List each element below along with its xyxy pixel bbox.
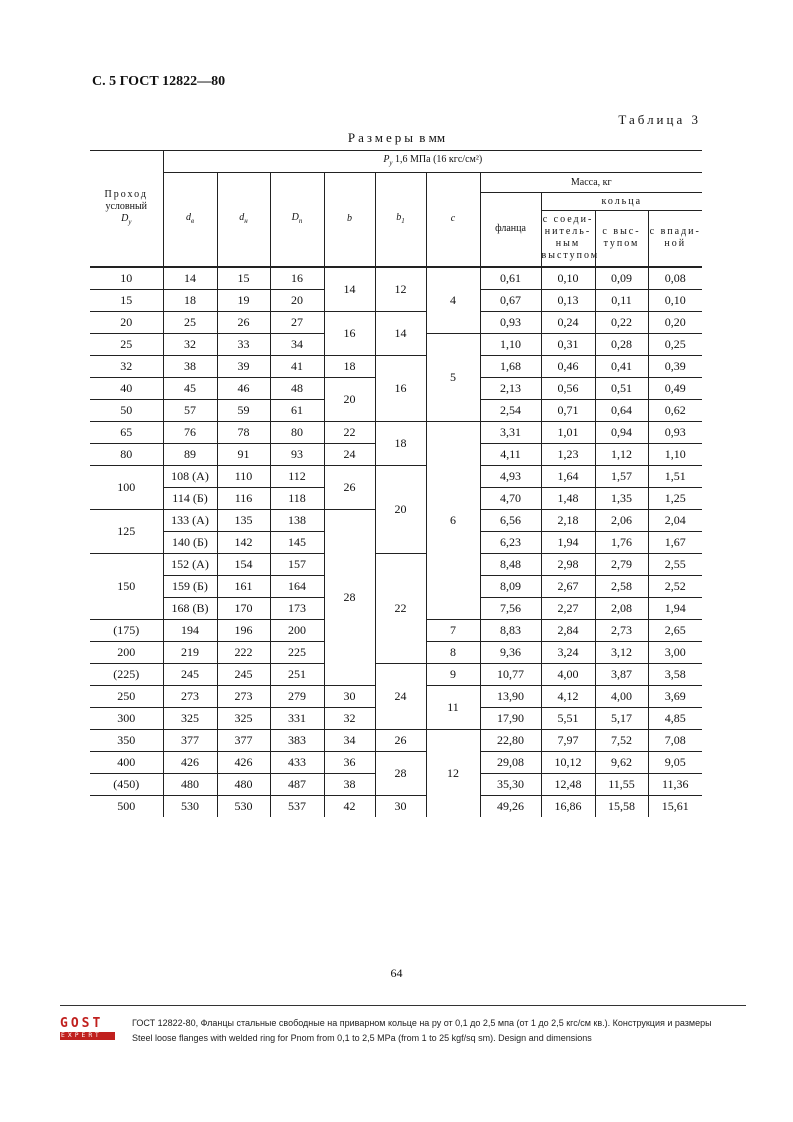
cell-b1: 12 — [375, 267, 426, 312]
cell-b: 32 — [324, 707, 375, 729]
cell-mass-ring-2: 2,06 — [595, 509, 648, 531]
cell-dn: 135 — [217, 509, 270, 531]
cell-dv: 194 — [163, 619, 217, 641]
cell-Dp: 279 — [270, 685, 324, 707]
cell-mass-ring-3: 1,94 — [648, 597, 702, 619]
page-header: С. 5 ГОСТ 12822—80 — [92, 74, 226, 89]
cell-Dp: 16 — [270, 267, 324, 290]
cell-mass-flange: 10,77 — [480, 663, 541, 685]
cell-dn: 91 — [217, 443, 270, 465]
cell-mass-ring-2: 9,62 — [595, 751, 648, 773]
cell-mass-ring-2: 2,08 — [595, 597, 648, 619]
cell-dy: 250 — [90, 685, 163, 707]
cell-c: 11 — [426, 685, 480, 729]
cell-b1: 18 — [375, 421, 426, 465]
cell-Dp: 138 — [270, 509, 324, 531]
cell-b: 38 — [324, 773, 375, 795]
cell-mass-flange: 17,90 — [480, 707, 541, 729]
cell-mass-flange: 4,11 — [480, 443, 541, 465]
cell-b1: 16 — [375, 355, 426, 421]
cell-Dp: 93 — [270, 443, 324, 465]
dims-caption-unit: в мм — [419, 130, 446, 145]
cell-mass-ring-1: 10,12 — [541, 751, 595, 773]
cell-b: 22 — [324, 421, 375, 443]
cell-mass-flange: 4,70 — [480, 487, 541, 509]
table-row — [90, 465, 702, 487]
cell-Dp: 157 — [270, 553, 324, 575]
header-dn: $d_н$ — [217, 173, 270, 267]
cell-mass-ring-3: 4,85 — [648, 707, 702, 729]
header-mass: Масса, кг — [480, 173, 702, 193]
cell-dv: 426 — [163, 751, 217, 773]
cell-dy: 150 — [90, 553, 163, 619]
cell-mass-flange: 4,93 — [480, 465, 541, 487]
table-row — [90, 421, 702, 443]
cell-dn: 15 — [217, 267, 270, 290]
table-label: Таблица 3 — [618, 112, 701, 127]
cell-dy: 200 — [90, 641, 163, 663]
cell-mass-ring-2: 0,22 — [595, 311, 648, 333]
cell-c: 9 — [426, 663, 480, 685]
cell-mass-ring-1: 1,23 — [541, 443, 595, 465]
cell-mass-ring-2: 1,35 — [595, 487, 648, 509]
cell-dn: 154 — [217, 553, 270, 575]
cell-mass-flange: 0,61 — [480, 267, 541, 290]
cell-mass-ring-1: 2,27 — [541, 597, 595, 619]
header-b1: $b_1$ — [375, 173, 426, 267]
cell-b1: 22 — [375, 553, 426, 663]
cell-b1: 26 — [375, 729, 426, 751]
cell-mass-ring-2: 1,76 — [595, 531, 648, 553]
cell-dn: 33 — [217, 333, 270, 355]
cell-dv: 18 — [163, 289, 217, 311]
header-Dp: $D_п$ — [270, 173, 324, 267]
cell-mass-ring-3: 1,51 — [648, 465, 702, 487]
cell-Dp: 433 — [270, 751, 324, 773]
table-row — [90, 267, 702, 290]
cell-mass-ring-2: 0,28 — [595, 333, 648, 355]
cell-mass-ring-1: 0,46 — [541, 355, 595, 377]
cell-dv: 45 — [163, 377, 217, 399]
cell-mass-ring-3: 1,10 — [648, 443, 702, 465]
cell-dn: 325 — [217, 707, 270, 729]
header-pressure: $P_y$ 1,6 МПа (16 кгс/см²) — [163, 151, 702, 173]
cell-mass-ring-2: 3,12 — [595, 641, 648, 663]
cell-Dp: 41 — [270, 355, 324, 377]
cell-b: 14 — [324, 267, 375, 312]
cell-dn: 116 — [217, 487, 270, 509]
cell-dn: 426 — [217, 751, 270, 773]
cell-mass-ring-1: 0,71 — [541, 399, 595, 421]
cell-dy: 20 — [90, 311, 163, 333]
cell-dn: 273 — [217, 685, 270, 707]
cell-mass-ring-2: 7,52 — [595, 729, 648, 751]
cell-mass-ring-2: 0,51 — [595, 377, 648, 399]
cell-Dp: 80 — [270, 421, 324, 443]
cell-mass-ring-3: 3,58 — [648, 663, 702, 685]
cell-mass-flange: 2,54 — [480, 399, 541, 421]
cell-b: 16 — [324, 311, 375, 355]
cell-dy: (175) — [90, 619, 163, 641]
cell-dv: 159 (Б) — [163, 575, 217, 597]
cell-mass-ring-3: 2,65 — [648, 619, 702, 641]
header-dv: $d_в$ — [163, 173, 217, 267]
cell-dy: (225) — [90, 663, 163, 685]
footer-line-ru: ГОСТ 12822-80, Фланцы стальные свободные на приварном кольце на ру от 0,1 до 2,5 мпа (от 1 до 2,5 кгс/см кв.). Конструкция и размеры — [132, 1018, 712, 1028]
cell-b: 34 — [324, 729, 375, 751]
cell-mass-ring-2: 0,41 — [595, 355, 648, 377]
cell-dv: 108 (А) — [163, 465, 217, 487]
cell-Dp: 118 — [270, 487, 324, 509]
cell-mass-ring-1: 5,51 — [541, 707, 595, 729]
header-flange: фланца — [480, 193, 541, 267]
cell-mass-flange: 9,36 — [480, 641, 541, 663]
logo-bottom-text: EXPERT — [60, 1032, 115, 1040]
cell-Dp: 200 — [270, 619, 324, 641]
cell-mass-flange: 29,08 — [480, 751, 541, 773]
cell-b: 26 — [324, 465, 375, 509]
cell-mass-ring-3: 1,25 — [648, 487, 702, 509]
cell-c: 7 — [426, 619, 480, 641]
cell-Dp: 112 — [270, 465, 324, 487]
page-number: 64 — [390, 966, 403, 980]
cell-dn: 161 — [217, 575, 270, 597]
cell-mass-ring-3: 0,62 — [648, 399, 702, 421]
cell-mass-ring-2: 3,87 — [595, 663, 648, 685]
cell-dv: 140 (Б) — [163, 531, 217, 553]
cell-mass-ring-3: 0,49 — [648, 377, 702, 399]
cell-dv: 530 — [163, 795, 217, 817]
cell-mass-ring-3: 0,20 — [648, 311, 702, 333]
footer-text — [132, 1016, 712, 1046]
cell-dv: 114 (Б) — [163, 487, 217, 509]
cell-dv: 168 (В) — [163, 597, 217, 619]
cell-mass-ring-2: 2,73 — [595, 619, 648, 641]
cell-mass-ring-1: 2,98 — [541, 553, 595, 575]
cell-mass-ring-1: 4,00 — [541, 663, 595, 685]
cell-dv: 76 — [163, 421, 217, 443]
dimensions-caption — [0, 130, 793, 146]
cell-mass-ring-2: 0,94 — [595, 421, 648, 443]
cell-dn: 59 — [217, 399, 270, 421]
table-row — [90, 729, 702, 751]
cell-dn: 245 — [217, 663, 270, 685]
header-ring-protrusion: с выс- тупом — [595, 211, 648, 267]
cell-dy: 50 — [90, 399, 163, 421]
cell-dn: 377 — [217, 729, 270, 751]
cell-b: 36 — [324, 751, 375, 773]
cell-dn: 530 — [217, 795, 270, 817]
cell-dn: 142 — [217, 531, 270, 553]
cell-mass-flange: 6,56 — [480, 509, 541, 531]
cell-mass-ring-2: 0,09 — [595, 267, 648, 290]
cell-dn: 19 — [217, 289, 270, 311]
cell-dy: 100 — [90, 465, 163, 509]
cell-mass-flange: 13,90 — [480, 685, 541, 707]
cell-b1: 24 — [375, 663, 426, 729]
cell-mass-ring-2: 11,55 — [595, 773, 648, 795]
cell-dn: 222 — [217, 641, 270, 663]
cell-mass-ring-1: 7,97 — [541, 729, 595, 751]
cell-mass-ring-1: 1,94 — [541, 531, 595, 553]
cell-mass-ring-3: 3,00 — [648, 641, 702, 663]
cell-dv: 133 (А) — [163, 509, 217, 531]
cell-dn: 170 — [217, 597, 270, 619]
cell-mass-ring-1: 0,56 — [541, 377, 595, 399]
cell-dy: (450) — [90, 773, 163, 795]
cell-mass-ring-1: 0,31 — [541, 333, 595, 355]
cell-dy: 400 — [90, 751, 163, 773]
cell-b: 20 — [324, 377, 375, 421]
cell-dv: 245 — [163, 663, 217, 685]
header-ring-groove: с впади- ной — [648, 211, 702, 267]
cell-b: 30 — [324, 685, 375, 707]
cell-mass-flange: 0,67 — [480, 289, 541, 311]
cell-dv: 57 — [163, 399, 217, 421]
footer-divider — [60, 1005, 746, 1006]
cell-mass-ring-3: 0,93 — [648, 421, 702, 443]
table-row — [90, 355, 702, 377]
cell-b1: 30 — [375, 795, 426, 817]
cell-dv: 325 — [163, 707, 217, 729]
cell-dy: 32 — [90, 355, 163, 377]
dimensions-table — [90, 150, 702, 817]
cell-mass-ring-1: 0,24 — [541, 311, 595, 333]
cell-mass-flange: 7,56 — [480, 597, 541, 619]
cell-mass-ring-1: 1,48 — [541, 487, 595, 509]
cell-mass-ring-3: 0,25 — [648, 333, 702, 355]
cell-mass-flange: 8,09 — [480, 575, 541, 597]
cell-mass-ring-2: 2,79 — [595, 553, 648, 575]
cell-mass-ring-1: 12,48 — [541, 773, 595, 795]
cell-mass-ring-2: 0,64 — [595, 399, 648, 421]
table-row — [90, 663, 702, 685]
cell-c: 4 — [426, 267, 480, 334]
cell-dn: 480 — [217, 773, 270, 795]
cell-Dp: 48 — [270, 377, 324, 399]
cell-dv: 25 — [163, 311, 217, 333]
cell-mass-ring-3: 2,55 — [648, 553, 702, 575]
cell-Dp: 164 — [270, 575, 324, 597]
cell-dv: 219 — [163, 641, 217, 663]
cell-dy: 125 — [90, 509, 163, 553]
cell-Dp: 27 — [270, 311, 324, 333]
cell-mass-ring-3: 7,08 — [648, 729, 702, 751]
cell-Dp: 173 — [270, 597, 324, 619]
footer-line-en: Steel loose flanges with welded ring for Pnom from 0,1 to 2,5 MPa (from 1 to 25 kgf/sq sm). Design and dimensions — [132, 1033, 592, 1043]
gost-expert-logo — [60, 1017, 115, 1040]
cell-mass-flange: 22,80 — [480, 729, 541, 751]
cell-dy: 80 — [90, 443, 163, 465]
cell-Dp: 537 — [270, 795, 324, 817]
cell-mass-ring-2: 1,57 — [595, 465, 648, 487]
cell-b1: 14 — [375, 311, 426, 355]
cell-mass-flange: 35,30 — [480, 773, 541, 795]
cell-mass-ring-2: 1,12 — [595, 443, 648, 465]
cell-mass-flange: 2,13 — [480, 377, 541, 399]
cell-c: 6 — [426, 421, 480, 619]
cell-Dp: 61 — [270, 399, 324, 421]
header-ring-connecting: с соеди- нитель- ным выступом — [541, 211, 595, 267]
cell-b: 28 — [324, 509, 375, 685]
cell-mass-flange: 1,10 — [480, 333, 541, 355]
cell-mass-flange: 8,83 — [480, 619, 541, 641]
cell-mass-ring-3: 3,69 — [648, 685, 702, 707]
cell-mass-ring-3: 11,36 — [648, 773, 702, 795]
cell-mass-flange: 8,48 — [480, 553, 541, 575]
table-row — [90, 751, 702, 773]
cell-Dp: 331 — [270, 707, 324, 729]
cell-dn: 196 — [217, 619, 270, 641]
cell-mass-ring-3: 15,61 — [648, 795, 702, 817]
table-row — [90, 311, 702, 333]
dims-caption-word: Размеры — [347, 130, 417, 145]
cell-dn: 46 — [217, 377, 270, 399]
table-row — [90, 795, 702, 817]
cell-dv: 89 — [163, 443, 217, 465]
cell-mass-ring-2: 15,58 — [595, 795, 648, 817]
cell-b1: 20 — [375, 465, 426, 553]
cell-mass-ring-3: 0,08 — [664, 270, 686, 285]
cell-mass-ring-3: 2,04 — [648, 509, 702, 531]
cell-b: 18 — [324, 355, 375, 377]
cell-c: 12 — [426, 729, 480, 817]
cell-Dp: 383 — [270, 729, 324, 751]
cell-mass-ring-3: 9,05 — [648, 751, 702, 773]
cell-dy: 300 — [90, 707, 163, 729]
cell-Dp: 20 — [270, 289, 324, 311]
cell-mass-ring-1: 16,86 — [541, 795, 595, 817]
header-ring: кольца — [541, 193, 702, 211]
cell-dn: 39 — [217, 355, 270, 377]
cell-dy: 65 — [90, 421, 163, 443]
cell-dv: 14 — [163, 267, 217, 290]
cell-mass-ring-1: 2,84 — [541, 619, 595, 641]
cell-mass-flange: 6,23 — [480, 531, 541, 553]
cell-b1: 28 — [375, 751, 426, 795]
cell-dy: 350 — [90, 729, 163, 751]
cell-dn: 78 — [217, 421, 270, 443]
header-b: b — [324, 173, 375, 267]
cell-mass-flange: 49,26 — [480, 795, 541, 817]
cell-dv: 273 — [163, 685, 217, 707]
cell-mass-ring-3: 0,10 — [648, 289, 702, 311]
cell-dv: 377 — [163, 729, 217, 751]
cell-dv: 480 — [163, 773, 217, 795]
cell-mass-ring-1: 3,24 — [541, 641, 595, 663]
cell-mass-ring-1: 2,67 — [541, 575, 595, 597]
cell-dy: 10 — [90, 267, 163, 290]
cell-Dp: 251 — [270, 663, 324, 685]
cell-dy: 25 — [90, 333, 163, 355]
cell-b: 42 — [324, 795, 375, 817]
cell-Dp: 34 — [270, 333, 324, 355]
cell-dv: 38 — [163, 355, 217, 377]
cell-mass-ring-1: 2,18 — [541, 509, 595, 531]
cell-c: 5 — [426, 333, 480, 421]
cell-mass-ring-3: 0,39 — [648, 355, 702, 377]
cell-mass-ring-1: 0,13 — [541, 289, 595, 311]
cell-Dp: 145 — [270, 531, 324, 553]
cell-mass-ring-2: 2,58 — [595, 575, 648, 597]
cell-mass-ring-2: 0,11 — [595, 289, 648, 311]
cell-mass-ring-1: 1,64 — [541, 465, 595, 487]
cell-dn: 110 — [217, 465, 270, 487]
logo-top-text: GOST — [60, 1016, 104, 1031]
cell-Dp: 225 — [270, 641, 324, 663]
table-row — [90, 553, 702, 575]
cell-mass-ring-1: 1,01 — [541, 421, 595, 443]
cell-dy: 15 — [90, 289, 163, 311]
cell-c: 8 — [426, 641, 480, 663]
cell-dv: 152 (А) — [163, 553, 217, 575]
cell-mass-flange: 3,31 — [480, 421, 541, 443]
cell-mass-ring-2: 4,00 — [595, 685, 648, 707]
cell-mass-ring-1: 4,12 — [541, 685, 595, 707]
cell-mass-ring-3: 1,67 — [648, 531, 702, 553]
cell-dy: 40 — [90, 377, 163, 399]
cell-mass-flange: 0,93 — [480, 311, 541, 333]
cell-mass-flange: 1,68 — [480, 355, 541, 377]
cell-dn: 26 — [217, 311, 270, 333]
cell-mass-ring-2: 5,17 — [595, 707, 648, 729]
cell-dy: 500 — [90, 795, 163, 817]
cell-b: 24 — [324, 443, 375, 465]
cell-mass-ring-3: 2,52 — [648, 575, 702, 597]
header-proxod: Проход условный $D_y$ — [90, 151, 163, 267]
cell-Dp: 487 — [270, 773, 324, 795]
header-c: c — [426, 173, 480, 267]
cell-dv: 32 — [163, 333, 217, 355]
cell-mass-ring-1: 0,10 — [541, 267, 595, 290]
